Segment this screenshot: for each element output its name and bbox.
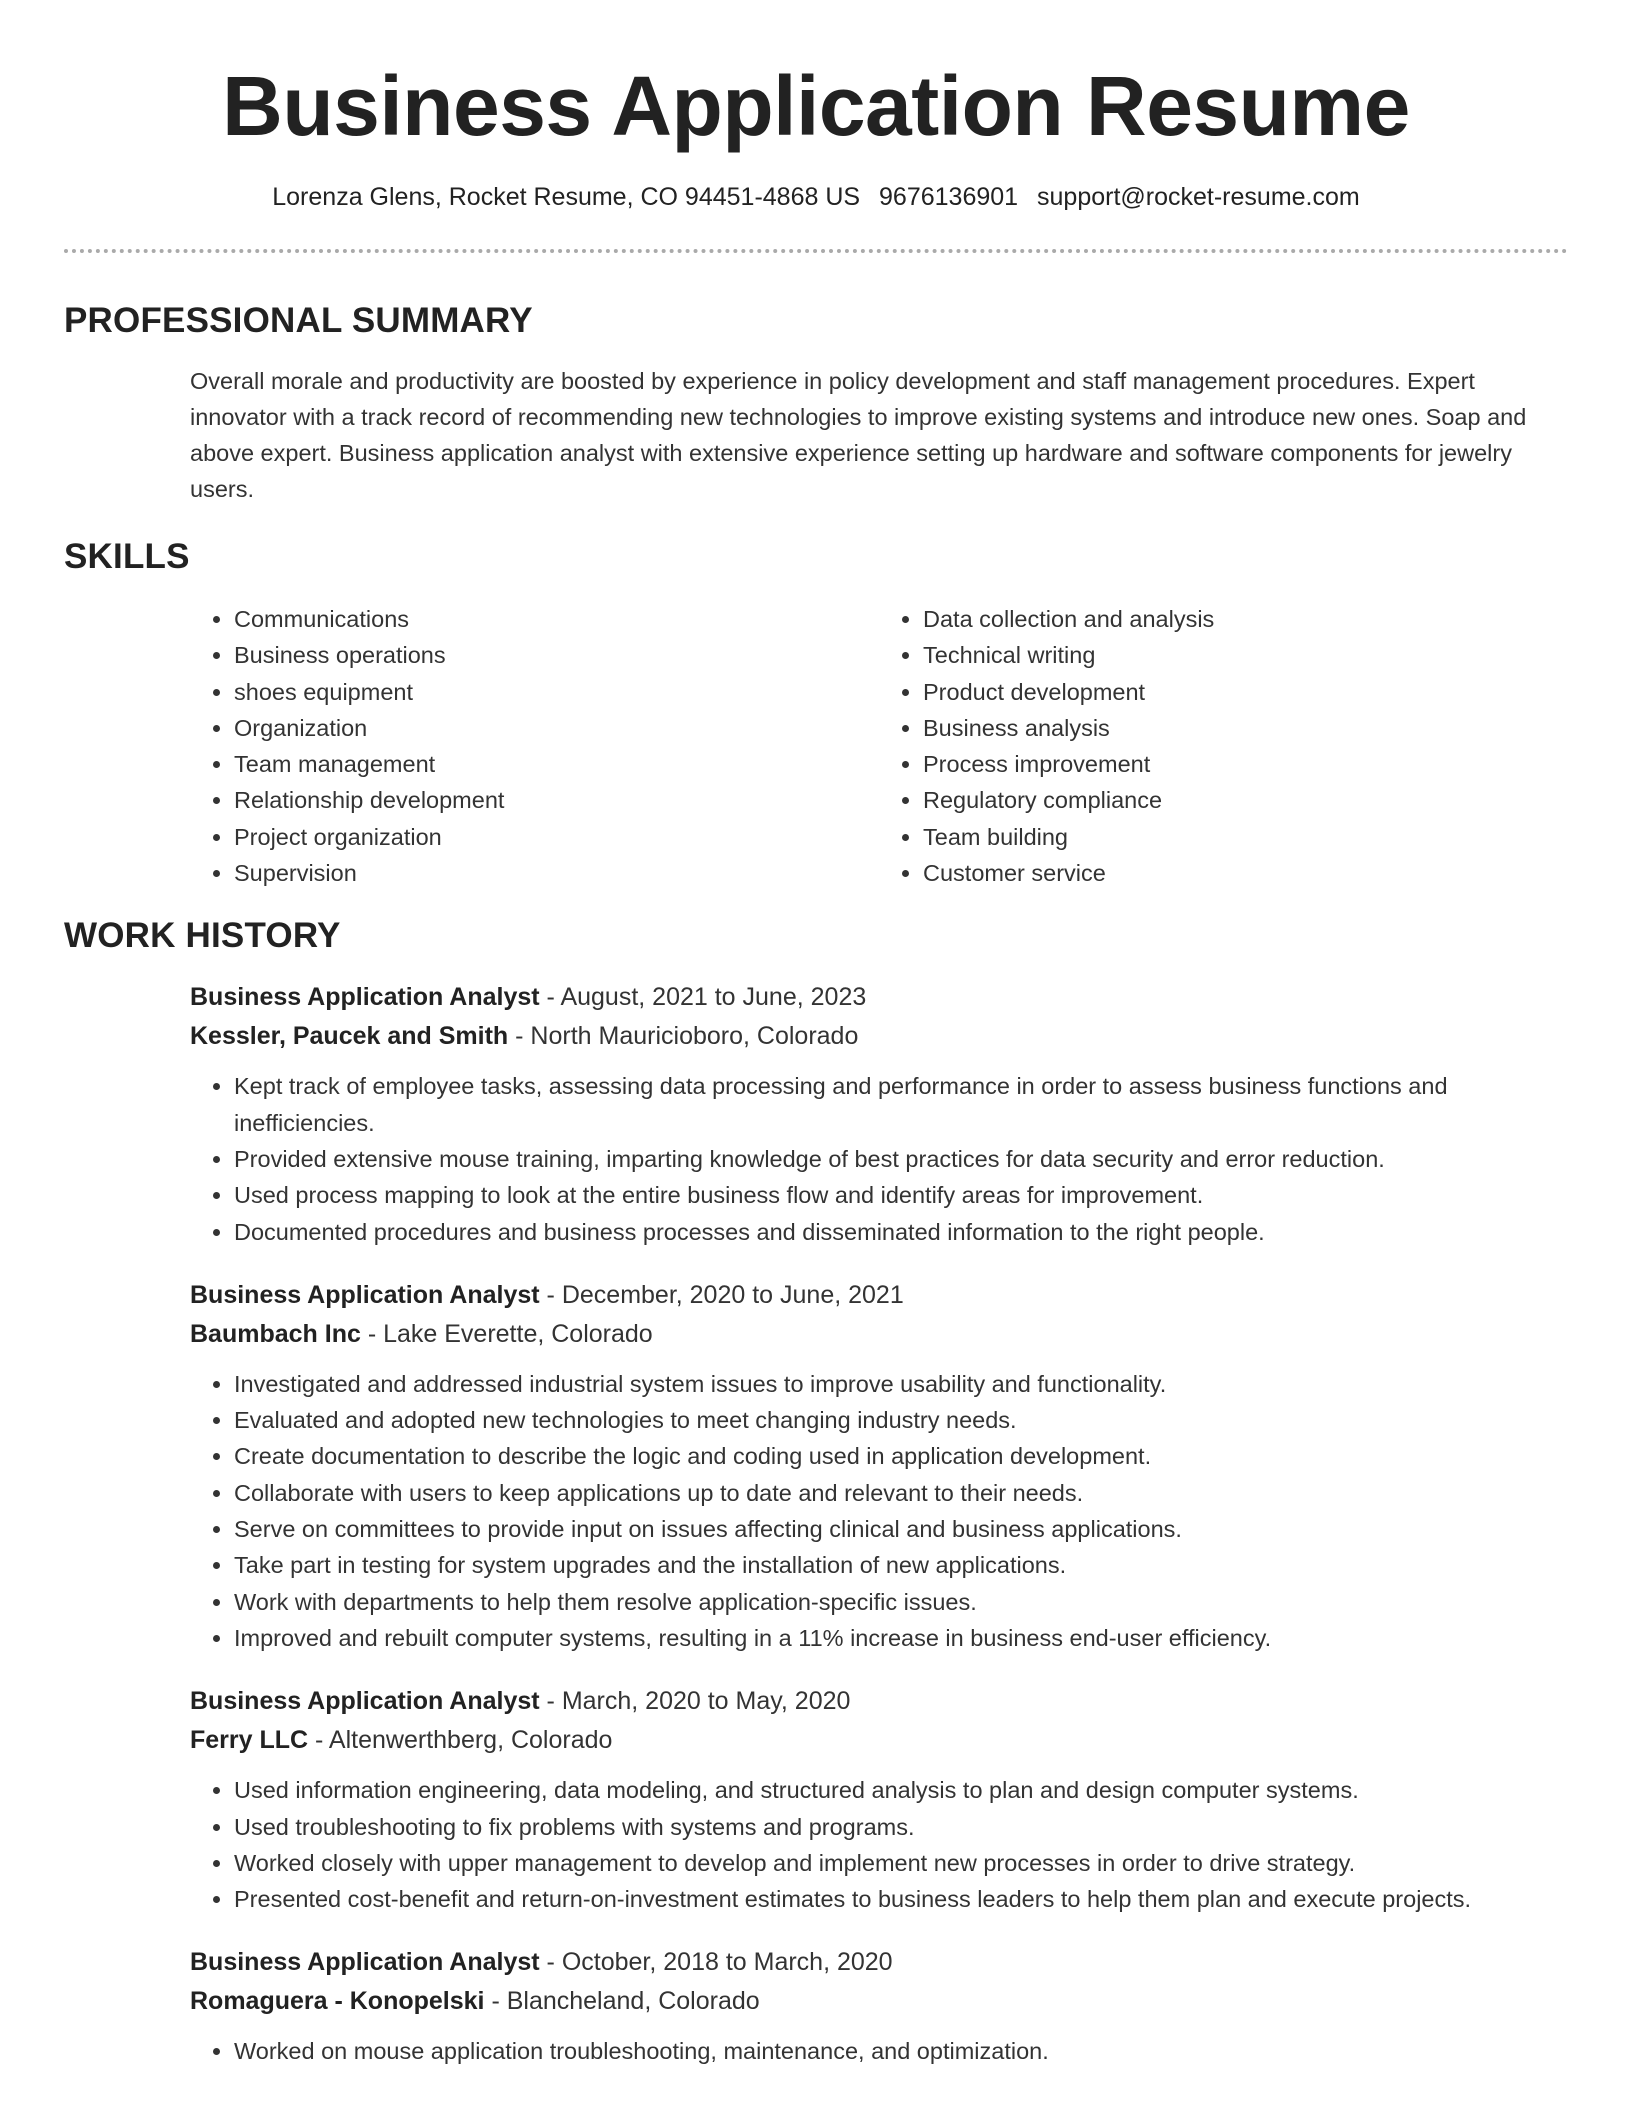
job-bullet: • Improved and rebuilt computer systems, resulting in a 11% increase in business end-user efficiency. [234, 1620, 1568, 1656]
job-bullets [190, 2033, 1568, 2069]
job-company: Romaguera - Konopelski [190, 1987, 485, 2016]
skill-item: • Organization [234, 710, 879, 746]
skill-item: • Team management [234, 746, 879, 782]
skill-item: • Team building [923, 819, 1568, 855]
job-title: Business Application Analyst [190, 1280, 540, 1309]
skill-item: • Regulatory compliance [923, 782, 1568, 818]
job-bullets [190, 1068, 1568, 1249]
job-bullets [190, 1366, 1568, 1656]
job-bullets [190, 1772, 1568, 1917]
contact-line [64, 182, 1568, 212]
job-title: Business Application Analyst [190, 1948, 540, 1977]
job-location: - Blancheland, Colorado [484, 1987, 760, 2016]
job-bullet: • Used process mapping to look at the entire business flow and identify areas for improvement. [234, 1177, 1568, 1213]
skill-item: • Product development [923, 674, 1568, 710]
skill-item: • Supervision [234, 855, 879, 891]
skill-item: • Technical writing [923, 637, 1568, 673]
job-title: Business Application Analyst [190, 1687, 540, 1716]
job-location: - North Mauricioboro, Colorado [508, 1022, 859, 1051]
job-entry [190, 1943, 1568, 2069]
header-divider [64, 249, 1568, 253]
summary-heading: PROFESSIONAL SUMMARY [64, 301, 533, 340]
skill-item: • Data collection and analysis [923, 601, 1568, 637]
skill-item: • Process improvement [923, 746, 1568, 782]
job-bullet: • Collaborate with users to keep applications up to date and relevant to their needs. [234, 1475, 1568, 1511]
job-bullet: • Worked on mouse application troubleshooting, maintenance, and optimization. [234, 2033, 1568, 2069]
job-company: Kessler, Paucek and Smith [190, 1022, 509, 1051]
job-dates: - December, 2020 to June, 2021 [539, 1280, 904, 1309]
job-entry [190, 978, 1568, 1249]
job-title-line [190, 1276, 1568, 1315]
job-dates: - August, 2021 to June, 2023 [539, 983, 867, 1012]
skills-heading: SKILLS [64, 537, 190, 576]
job-bullet: • Used troubleshooting to fix problems with systems and programs. [234, 1809, 1568, 1845]
skill-item: • Business analysis [923, 710, 1568, 746]
job-title-line [190, 1682, 1568, 1721]
contact-phone: 9676136901 [879, 183, 1019, 211]
job-title-line [190, 1943, 1568, 1982]
job-title-line [190, 978, 1568, 1017]
work-history-heading: WORK HISTORY [64, 916, 341, 956]
job-company-line [190, 1315, 1568, 1354]
skills-column-left [190, 601, 879, 891]
job-location: - Lake Everette, Colorado [360, 1319, 653, 1348]
skill-item: • Communications [234, 601, 879, 637]
job-bullet: • Serve on committees to provide input on issues affecting clinical and business applications. [234, 1511, 1568, 1547]
job-location: - Altenwerthberg, Colorado [308, 1726, 613, 1755]
job-company-line [190, 1721, 1568, 1760]
job-bullet: • Presented cost-benefit and return-on-investment estimates to business leaders to help them plan and execute projects. [234, 1881, 1568, 1917]
job-bullet: • Evaluated and adopted new technologies to meet changing industry needs. [234, 1402, 1568, 1438]
skills-column-right [879, 601, 1568, 891]
job-bullet: • Create documentation to describe the logic and coding used in application development. [234, 1438, 1568, 1474]
contact-address: Lorenza Glens, Rocket Resume, CO 94451-4868 US [272, 183, 861, 211]
job-bullet: • Investigated and addressed industrial system issues to improve usability and functionality. [234, 1366, 1568, 1402]
job-dates: - March, 2020 to May, 2020 [539, 1687, 851, 1716]
skill-item: • Customer service [923, 855, 1568, 891]
job-entry [190, 1276, 1568, 1656]
skills-list [190, 601, 1568, 891]
skill-item: • Business operations [234, 637, 879, 673]
job-company: Baumbach Inc [190, 1319, 361, 1348]
job-bullet: • Provided extensive mouse training, imparting knowledge of best practices for data security and error reduction. [234, 1141, 1568, 1177]
job-bullet: • Worked closely with upper management to develop and implement new processes in order to drive strategy. [234, 1845, 1568, 1881]
job-bullet: • Work with departments to help them resolve application-specific issues. [234, 1584, 1568, 1620]
job-company-line [190, 1982, 1568, 2021]
job-bullet: • Kept track of employee tasks, assessing data processing and performance in order to assess business functions and inefficiencies. [234, 1068, 1568, 1141]
job-title: Business Application Analyst [190, 983, 540, 1012]
summary-text: Overall morale and productivity are boosted by experience in policy development and staff management procedures. Expert innovator with a track record of recommending new technologies to improve existing systems and introduce new ones. Soap and above expert. Business application analyst with extensive experience setting up hardware and software components for jewelry users. [190, 368, 1527, 502]
skill-item: • shoes equipment [234, 674, 879, 710]
skill-item: • Project organization [234, 819, 879, 855]
job-bullet: • Take part in testing for system upgrades and the installation of new applications. [234, 1547, 1568, 1583]
skill-item: • Relationship development [234, 782, 879, 818]
contact-email[interactable]: support@rocket-resume.com [1037, 183, 1360, 211]
job-dates: - October, 2018 to March, 2020 [539, 1948, 893, 1977]
job-bullet: • Documented procedures and business processes and disseminated information to the right people. [234, 1214, 1568, 1250]
resume-title: Business Application Resume [222, 59, 1410, 153]
job-bullet: • Used information engineering, data modeling, and structured analysis to plan and design computer systems. [234, 1772, 1568, 1808]
job-entry [190, 1682, 1568, 1917]
job-company-line [190, 1017, 1568, 1056]
job-company: Ferry LLC [190, 1726, 309, 1755]
